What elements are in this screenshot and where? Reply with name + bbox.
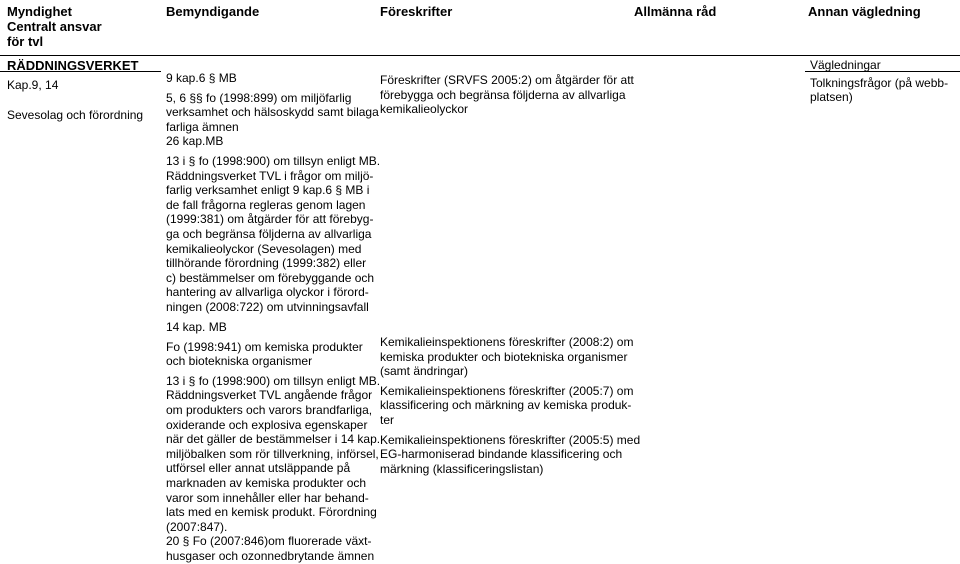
authority-cell [7, 58, 143, 122]
regulations-cell-2 [380, 335, 640, 476]
mandate-line: (2007:847). [166, 519, 228, 534]
regulation-line: kemikalieolyckor [380, 102, 469, 117]
regulation-line: (samt ändringar) [380, 364, 469, 379]
mandate-line: kemikalieolyckor (Sevesolagen) med [166, 241, 362, 256]
mandate-line: 9 kap.6 § MB [166, 71, 237, 85]
header-general-advice: Allmänna råd [634, 4, 717, 19]
mandate-line: Räddningsverket TVL angående frågor [166, 388, 373, 403]
mandate-line: (1999:381) om åtgärder för att förebyg- [166, 212, 374, 227]
mandate-line: och biotekniska organismer [166, 354, 313, 369]
header-mandate: Bemyndigande [166, 4, 260, 19]
mandate-line: 14 kap. MB [166, 320, 227, 334]
mandate-line: 26 kap.MB [166, 134, 224, 149]
guidance-cell-1 [810, 58, 948, 105]
authority-name: RÄDDNINGSVERKET [7, 58, 139, 73]
regulation-line: kemiska produkter och biotekniska organismer [380, 349, 628, 364]
mandate-line: 5, 6 §§ fo (1998:899) om miljöfarlig [166, 90, 352, 105]
header-divider [0, 55, 960, 56]
mandate-line: de fall frågorna regleras genom lagen [166, 197, 366, 212]
mandate-line: 13 i § fo (1998:900) om tillsyn enligt MB. [166, 153, 381, 168]
guidance-line: Tolkningsfrågor (på webb- [810, 75, 949, 90]
mandate-line: Räddningsverket TVL i frågor om miljö- [166, 168, 374, 183]
mandate-line: marknaden av kemiska produkter och [166, 475, 367, 490]
header-other-guidance: Annan vägledning [808, 4, 921, 19]
mandate-line: farlig verksamhet enligt 9 kap.6 § MB i [166, 183, 370, 198]
regulation-line: Kemikalieinspektionens föreskrifter (2005:5) med [380, 432, 641, 447]
mandate-line: miljöbalken som rör tillverkning, införsel, [166, 446, 379, 461]
mandate-line: c) bestämmelser om förebyggande och [166, 270, 375, 285]
mandate-line: om produkters och varors brandfarliga, [166, 402, 373, 417]
mandate-line: tillhörande förordning (1999:382) eller [166, 256, 367, 271]
authority-ref: Kap.9, 14 [7, 78, 59, 92]
regulation-line: Kemikalieinspektionens föreskrifter (2008:2) om [380, 335, 634, 349]
guidance-line: platsen) [810, 90, 853, 105]
mandate-line: varor som innehåller eller har behand- [166, 490, 369, 505]
mandate-line: lats med en kemisk produkt. Förordning [166, 505, 377, 520]
header-authority-line3: för tvl [7, 34, 44, 49]
mandate-line: farliga ämnen [166, 119, 239, 134]
mandate-line: ga och begränsa följderna av allvarliga [166, 226, 372, 241]
authority-topic: Sevesolag och förordning [7, 107, 144, 122]
mandate-line: när det gäller de bestämmelser i 14 kap. [166, 432, 381, 447]
mandate-line: oxiderande och explosiva egenskaper [166, 417, 368, 432]
regulation-line: förebygga och begränsa följderna av allvarliga [380, 87, 626, 102]
mandate-line: Fo (1998:941) om kemiska produkter [166, 339, 363, 354]
regulation-line: klassificering och märkning av kemiska produk- [380, 398, 632, 413]
mandate-line: husgaser och ozonnedbrytande ämnen [166, 548, 375, 563]
header-regulations: Föreskrifter [380, 4, 453, 19]
mandate-line: verksamhet och hälsoskydd samt bilaga [166, 105, 379, 120]
mandate-line: 13 i § fo (1998:900) om tillsyn enligt MB. [166, 373, 381, 388]
mandate-cell-2 [166, 320, 380, 564]
header-authority-line1: Myndighet [7, 4, 72, 19]
mandate-cell-1 [166, 71, 380, 315]
regulation-line: Kemikalieinspektionens föreskrifter (2005:7) om [380, 383, 634, 398]
regulation-line: Föreskrifter (SRVFS 2005:2) om åtgärder för att [380, 73, 634, 87]
header-authority-line2: Centralt ansvar [7, 19, 102, 34]
mandate-line: 20 § Fo (2007:846)om fluorerade växt- [166, 534, 372, 549]
guidance-title: Vägledningar [810, 58, 881, 72]
mandate-line: hantering av allvarliga olyckor i förord- [166, 285, 369, 300]
regulations-cell-1 [380, 73, 634, 117]
regulation-line: ter [380, 412, 395, 427]
mandate-line: utförsel eller annat utsläppande på [166, 461, 351, 476]
regulation-line: EG-harmoniserad bindande klassificering och [380, 447, 623, 462]
header-authority [7, 4, 102, 49]
regulation-line: märkning (klassificeringslistan) [380, 461, 544, 476]
mandate-line: ningen (2008:722) om utvinningsavfall [166, 299, 369, 314]
